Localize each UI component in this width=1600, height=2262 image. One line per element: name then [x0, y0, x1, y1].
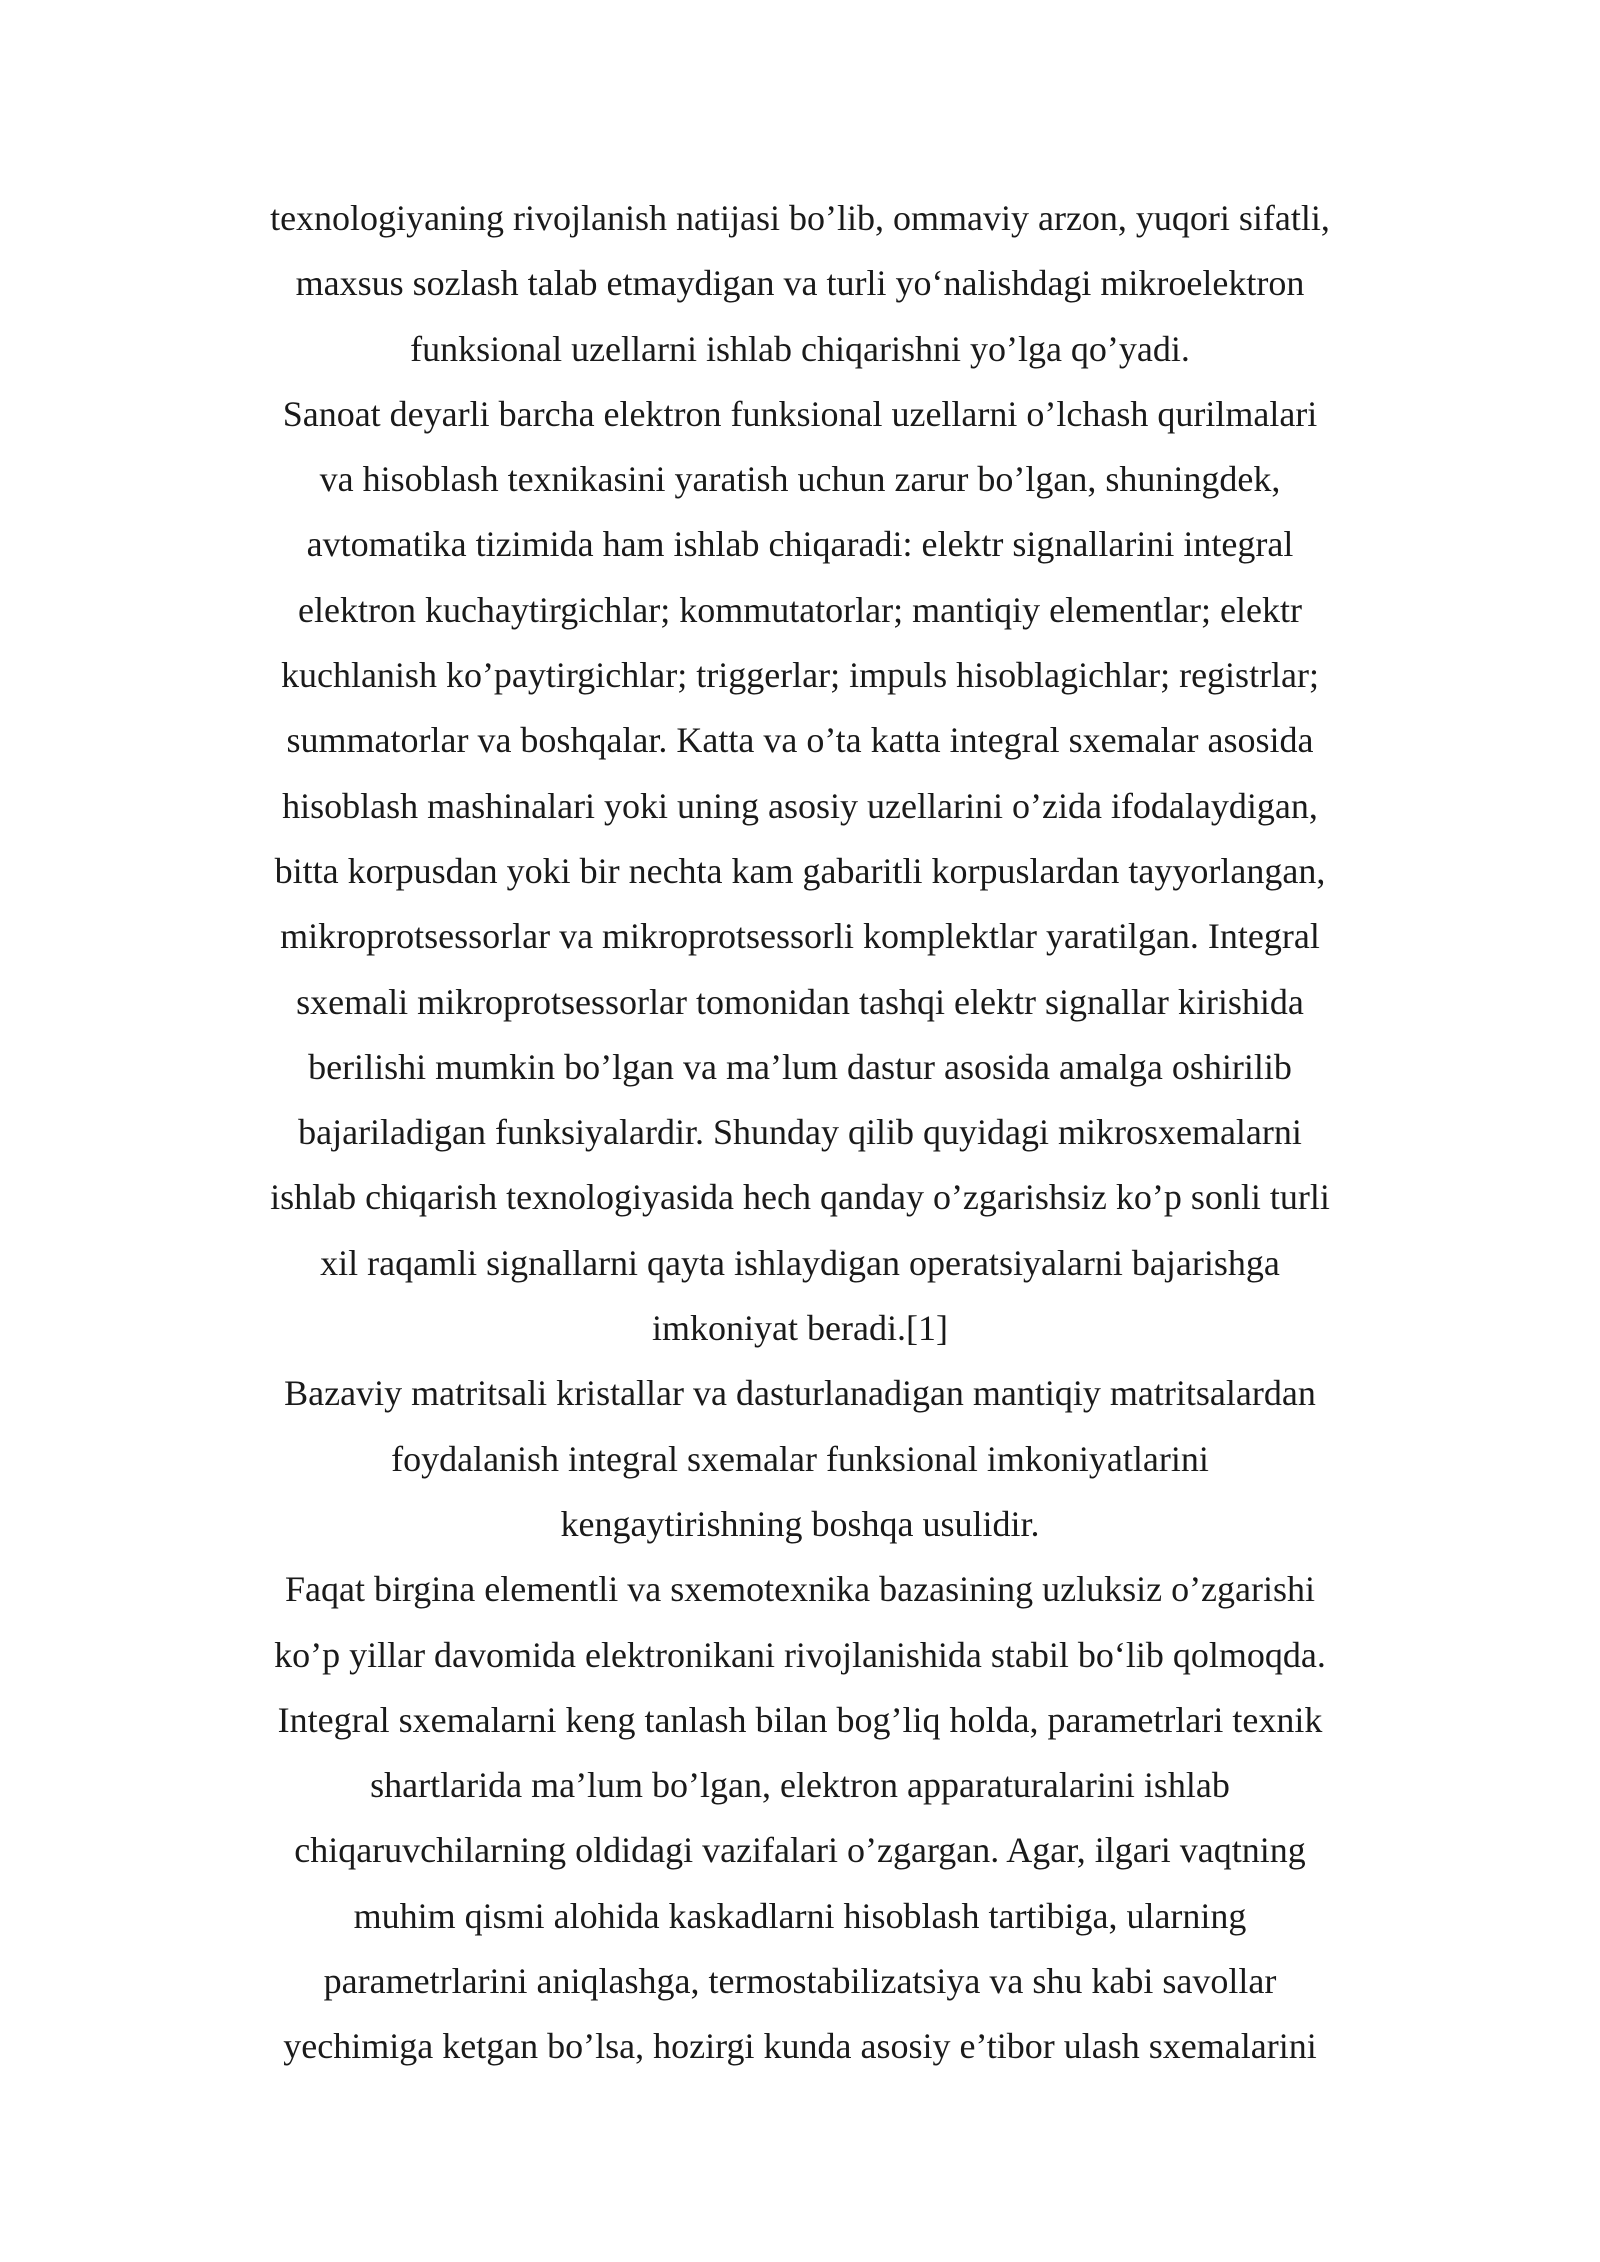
text-line: muhim qismi alohida kaskadlarni hisoblash tartibiga, ularning	[353, 1895, 1247, 1936]
text-line: berilishi mumkin bo’lgan va ma’lum dastur asosida amalga oshirilib	[308, 1046, 1292, 1087]
text-line: maxsus sozlash talab etmaydigan va turli yo‘nalishdagi mikroelektron	[295, 263, 1305, 304]
text-line: avtomatika tizimida ham ishlab chiqaradi: elektr signallarini integral	[306, 524, 1294, 565]
text-line: parametrlarini aniqlashga, termostabilizatsiya va shu kabi savollar	[323, 1961, 1277, 2002]
text-line: Faqat birgina elementli va sxemotexnika bazasining uzluksiz o’zgarishi	[284, 1569, 1316, 1610]
text-line: va hisoblash texnikasini yaratish uchun zarur bo’lgan, shuningdek,	[319, 459, 1281, 500]
text-line: summatorlar va boshqalar. Katta va o’ta katta integral sxemalar asosida	[286, 720, 1314, 761]
text-line: chiqaruvchilarning oldidagi vazifalari o’zgargan. Agar, ilgari vaqtning	[294, 1830, 1306, 1871]
text-line: elektron kuchaytirgichlar; kommutatorlar; mantiqiy elementlar; elektr	[298, 589, 1302, 630]
text-line: kengaytirishning boshqa usulidir.	[560, 1503, 1040, 1544]
text-line: sxemali mikroprotsessorlar tomonidan tashqi elektr signallar kirishida	[296, 981, 1304, 1022]
text-line: Sanoat deyarli barcha elektron funksional uzellarni o’lchash qurilmalari	[282, 393, 1318, 434]
text-line: Integral sxemalarni keng tanlash bilan bog’liq holda, parametrlari texnik	[277, 1699, 1323, 1740]
text-line: funksional uzellarni ishlab chiqarishni yo’lga qo’yadi.	[410, 328, 1190, 369]
text-line: imkoniyat beradi.[1]	[652, 1308, 948, 1349]
text-line: hisoblash mashinalari yoki uning asosiy uzellarini o’zida ifodalaydigan,	[282, 785, 1318, 826]
text-line: bitta korpusdan yoki bir nechta kam gabaritli korpuslardan tayyorlangan,	[274, 850, 1326, 891]
body-text	[200, 186, 1400, 2080]
text-line: kuchlanish ko’paytirgichlar; triggerlar; impuls hisoblagichlar; registrlar;	[280, 655, 1320, 696]
text-line: bajariladigan funksiyalardir. Shunday qilib quyidagi mikrosxemalarni	[298, 1112, 1302, 1153]
text-line: mikroprotsessorlar va mikroprotsessorli komplektlar yaratilgan. Integral	[280, 916, 1320, 957]
text-line: texnologiyaning rivojlanish natijasi bo’lib, ommaviy arzon, yuqori sifatli,	[270, 198, 1330, 238]
text-line: ko’p yillar davomida elektronikani rivojlanishida stabil bo‘lib qolmoqda.	[274, 1634, 1326, 1675]
text-line: foydalanish integral sxemalar funksional imkoniyatlarini	[391, 1438, 1209, 1479]
text-line: ishlab chiqarish texnologiyasida hech qanday o’zgarishsiz ko’p sonli turli	[270, 1177, 1330, 1218]
text-line: Bazaviy matritsali kristallar va dasturlanadigan mantiqiy matritsalardan	[284, 1373, 1316, 1414]
text-line: shartlarida ma’lum bo’lgan, elektron apparaturalarini ishlab	[370, 1765, 1230, 1806]
text-line: yechimiga ketgan bo’lsa, hozirgi kunda asosiy e’tibor ulash sxemalarini	[283, 2026, 1317, 2067]
text-line: xil raqamli signallarni qayta ishlaydigan operatsiyalarni bajarishga	[320, 1242, 1280, 1283]
